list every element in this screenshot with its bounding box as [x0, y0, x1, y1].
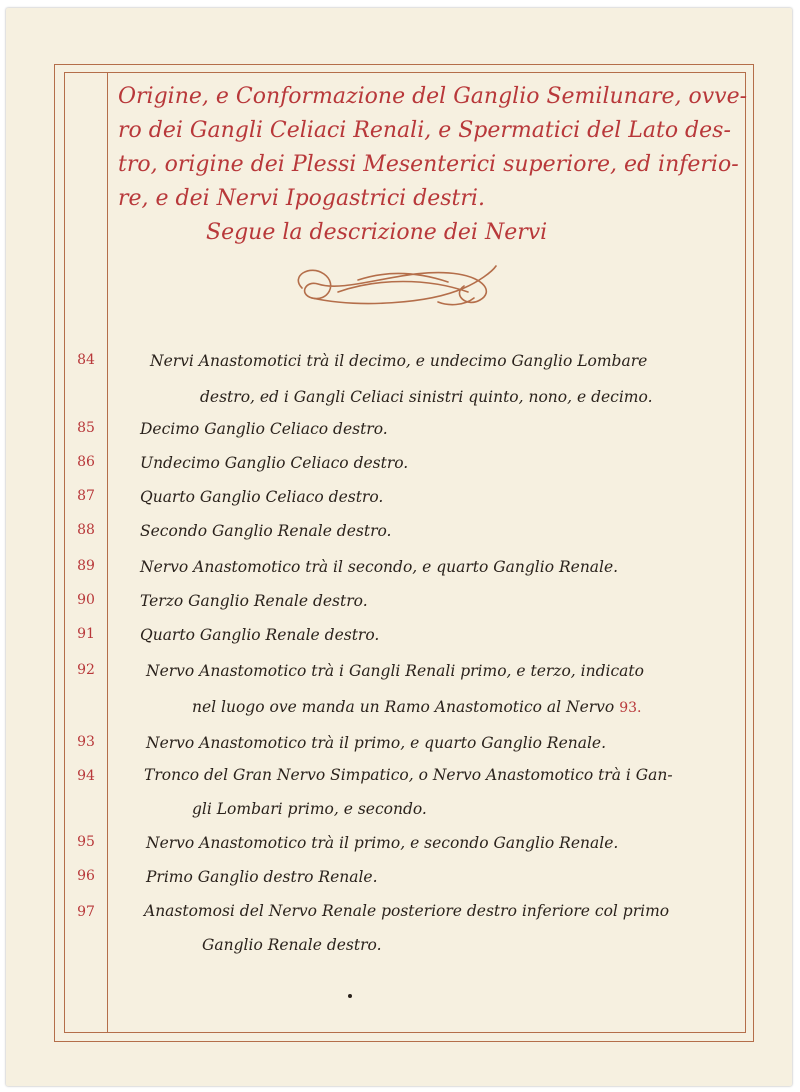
- entry-text-continued: destro, ed i Gangli Celiaci sinistri quinto, nono, e decimo.: [200, 388, 653, 406]
- entry-text-line: nel luogo ove manda un Ramo Anastomotico al Nervo: [192, 698, 615, 716]
- margin-rule: [107, 72, 108, 1033]
- entry-number: 93: [77, 734, 95, 750]
- entry-reference-number: 93.: [619, 700, 642, 716]
- entry-number: 92: [77, 662, 95, 678]
- entry-text: Nervo Anastomotico trà il secondo, e quarto Ganglio Renale.: [140, 558, 619, 576]
- entry-text: Decimo Ganglio Celiaco destro.: [140, 420, 388, 438]
- entry-number: 94: [77, 768, 95, 784]
- flourish-ornament: [288, 258, 504, 314]
- entry-text: Nervo Anastomotico trà il primo, e secondo Ganglio Renale.: [146, 834, 619, 852]
- entry-text: Tronco del Gran Nervo Simpatico, o Nervo Anastomotico trà i Gan-: [144, 766, 673, 784]
- entry-text: Undecimo Ganglio Celiaco destro.: [140, 454, 409, 472]
- heading-line-3: tro, origine dei Plessi Mesenterici superiore, ed inferio-: [118, 152, 739, 177]
- entry-number: 95: [77, 834, 95, 850]
- heading-subtitle: Segue la descrizione dei Nervi: [206, 220, 548, 245]
- heading-line-4: re, e dei Nervi Ipogastrici destri.: [118, 186, 485, 211]
- entry-number: 90: [77, 592, 95, 608]
- heading-line-2: ro dei Gangli Celiaci Renali, e Spermatici del Lato des-: [118, 118, 731, 143]
- entry-text-continued: [192, 698, 641, 716]
- entry-text-continued: gli Lombari primo, e secondo.: [192, 800, 427, 818]
- entry-number: 87: [77, 488, 95, 504]
- entry-text: Quarto Ganglio Celiaco destro.: [140, 488, 384, 506]
- page-heading: [112, 84, 748, 254]
- entry-text: Anastomosi del Nervo Renale posteriore destro inferiore col primo: [144, 902, 670, 920]
- entry-text: Primo Ganglio destro Renale.: [146, 868, 378, 886]
- entry-number: 86: [77, 454, 95, 470]
- entry-text: Quarto Ganglio Renale destro.: [140, 626, 380, 644]
- entry-text: Terzo Ganglio Renale destro.: [140, 592, 368, 610]
- heading-line-1: Origine, e Conformazione del Ganglio Semilunare, ovve-: [118, 84, 748, 109]
- entry-number: 88: [77, 522, 95, 538]
- entry-text: Secondo Ganglio Renale destro.: [140, 522, 392, 540]
- entry-text: Nervo Anastomotico trà il primo, e quarto Ganglio Renale.: [146, 734, 607, 752]
- entry-number: 91: [77, 626, 95, 642]
- entry-number: 84: [77, 352, 95, 368]
- entry-text: Nervo Anastomotico trà i Gangli Renali primo, e terzo, indicato: [146, 662, 644, 680]
- entry-number: 85: [77, 420, 95, 436]
- entry-number: 96: [77, 868, 95, 884]
- ink-dot: [348, 994, 352, 998]
- entry-number: 97: [77, 904, 95, 920]
- entry-text-continued: Ganglio Renale destro.: [202, 936, 382, 954]
- entry-number: 89: [77, 558, 95, 574]
- entry-text: Nervi Anastomotici trà il decimo, e undecimo Ganglio Lombare: [150, 352, 648, 370]
